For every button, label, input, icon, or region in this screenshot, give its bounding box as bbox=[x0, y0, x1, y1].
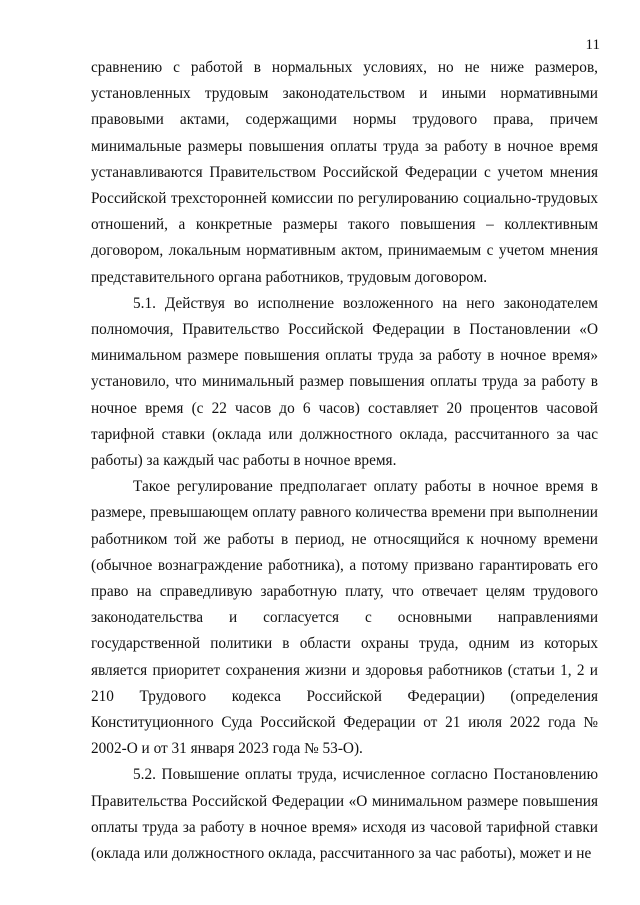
paragraph-5-2: 5.2. Повышение оплаты труда, исчисленное согласно Постановлению Правительства Российской Федерации «О минимальном размере повышения оплаты труда за работу в ночное время» исходя из часовой тарифной ставки (оклада или должностного оклада, рассчитанного за час работы), может и не bbox=[91, 766, 598, 863]
paragraph-continuation: сравнению с работой в нормальных условиях, но не ниже размеров, установленных трудовым законодательством и иными нормативными правовыми актами, содержащими нормы трудового права, причем минимальные размеры повышения оплаты труда за работу в ночное время устанавливаются Правительством Российской Федерации с учетом мнения Российской трехсторонней комиссии по регулированию социально-трудовых отношений, а конкретные размеры такого повышения – коллективным договором, локальным нормативным актом, принимаемым с учетом мнения представительного органа работников, трудовым договором. bbox=[91, 59, 598, 286]
paragraph-5-1: 5.1. Действуя во исполнение возложенного на него законодателем полномочия, Правительство Российской Федерации в Постановлении «О минимальном размере повышения оплаты труда за работу в ночное время» установило, что минимальный размер повышения оплаты труда за работу в ночное время (с 22 часов до 6 часов) составляет 20 процентов часовой тарифной ставки (оклада или должностного оклада, рассчитанного за час работы) за каждый час работы в ночное время. bbox=[91, 294, 598, 470]
paragraph-regulation: Такое регулирование предполагает оплату работы в ночное время в размере, превышающем оплату равного количества времени при выполнении работником той же работы в период, не относящийся к ночному времени (обычное вознаграждение работника), а потому призвано гарантировать его право на справедливую заработную плату, что отвечает целям трудового законодательства и согласуется с основными направлениями государственной политики в области охраны труда, одним из которых является приоритет сохранения жизни и здоровья работников (статьи 1, 2 и 210 Трудового кодекса Российской Федерации) (определения Конституционного Суда Российской Федерации от 21 июля 2022 года № 2002-О и от 31 января 2023 года № 53-О). bbox=[91, 478, 598, 758]
document-body bbox=[91, 55, 598, 867]
page-number: 11 bbox=[585, 37, 600, 53]
